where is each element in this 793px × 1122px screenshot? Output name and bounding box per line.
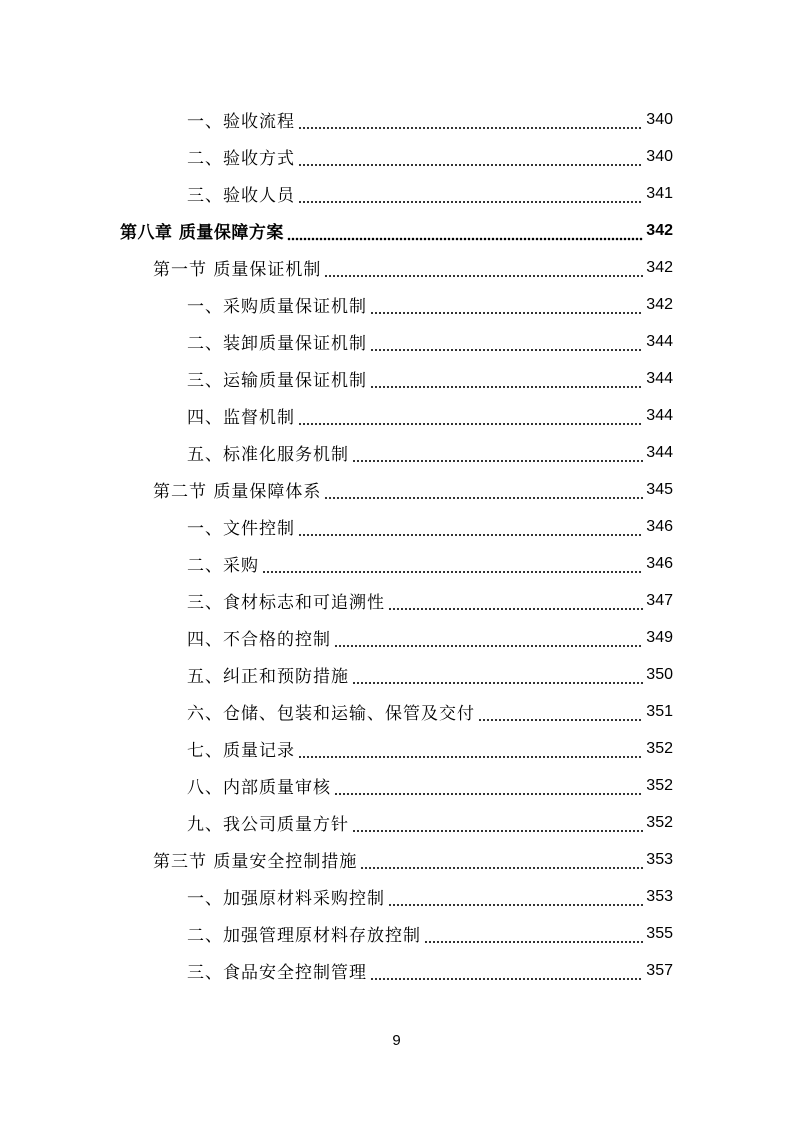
dot-leader — [298, 147, 643, 167]
toc-entry-label: 四、监督机制 — [187, 408, 295, 428]
toc-entry-label: 九、我公司质量方针 — [187, 815, 349, 835]
toc-entry-page: 344 — [646, 369, 673, 387]
toc-entry-page: 349 — [646, 628, 673, 646]
dot-leader — [352, 665, 643, 685]
toc-entry[interactable] — [187, 138, 673, 175]
toc-entry-page: 344 — [646, 332, 673, 350]
toc-chapter-page: 342 — [646, 221, 673, 239]
dot-leader — [334, 628, 643, 648]
toc-section-page: 353 — [646, 850, 673, 868]
toc-entry-page: 347 — [646, 591, 673, 609]
dot-leader — [287, 221, 643, 241]
dot-leader — [370, 961, 643, 981]
dot-leader — [262, 554, 643, 574]
toc-entry-page: 351 — [646, 702, 673, 720]
toc-entry[interactable] — [187, 545, 673, 582]
dot-leader — [324, 480, 643, 500]
toc-entry-label: 一、加强原材料采购控制 — [187, 889, 385, 909]
toc-entry-label: 六、仓储、包装和运输、保管及交付 — [187, 704, 475, 724]
dot-leader — [388, 591, 643, 611]
toc-entry-label: 八、内部质量审核 — [187, 778, 331, 798]
toc-entry-label: 二、采购 — [187, 556, 259, 576]
toc-entry[interactable] — [187, 323, 673, 360]
toc-entry[interactable] — [187, 693, 673, 730]
dot-leader — [298, 184, 643, 204]
dot-leader — [360, 850, 643, 870]
toc-entry[interactable] — [187, 878, 673, 915]
toc-entry-label: 四、不合格的控制 — [187, 630, 331, 650]
toc-entry-page: 346 — [646, 517, 673, 535]
toc-entry-page: 344 — [646, 443, 673, 461]
toc-entry-label: 一、采购质量保证机制 — [187, 297, 367, 317]
toc-section-entry[interactable] — [153, 841, 673, 878]
toc-entry-label: 二、加强管理原材料存放控制 — [187, 926, 421, 946]
toc-entry[interactable] — [187, 360, 673, 397]
toc-entry-label: 三、食材标志和可追溯性 — [187, 593, 385, 613]
toc-entry[interactable] — [187, 804, 673, 841]
toc-section-entry[interactable] — [153, 471, 673, 508]
toc-entry-label: 三、食品安全控制管理 — [187, 963, 367, 983]
toc-entry[interactable] — [187, 730, 673, 767]
toc-entry[interactable] — [187, 767, 673, 804]
dot-leader — [478, 702, 643, 722]
toc-entry-label: 一、文件控制 — [187, 519, 295, 539]
toc-entry-page: 341 — [646, 184, 673, 202]
toc-entry[interactable] — [187, 101, 673, 138]
toc-entry-page: 355 — [646, 924, 673, 942]
toc-entry-label: 三、验收人员 — [187, 186, 295, 206]
toc-entry-page: 344 — [646, 406, 673, 424]
toc-entry-page: 352 — [646, 813, 673, 831]
toc-entry-label: 二、验收方式 — [187, 149, 295, 169]
toc-entry-page: 350 — [646, 665, 673, 683]
toc-section-label: 第三节 质量安全控制措施 — [153, 852, 358, 872]
toc-entry-label: 五、纠正和预防措施 — [187, 667, 349, 687]
dot-leader — [352, 443, 643, 463]
dot-leader — [298, 110, 643, 130]
dot-leader — [388, 887, 643, 907]
dot-leader — [298, 517, 643, 537]
toc-entry-page: 353 — [646, 887, 673, 905]
toc-entry-page: 342 — [646, 295, 673, 313]
toc-entry-page: 346 — [646, 554, 673, 572]
toc-entry-page: 340 — [646, 147, 673, 165]
toc-entry-page: 352 — [646, 739, 673, 757]
toc-entry-page: 357 — [646, 961, 673, 979]
toc-entry[interactable] — [187, 434, 673, 471]
toc-entry-label: 三、运输质量保证机制 — [187, 371, 367, 391]
dot-leader — [298, 739, 643, 759]
dot-leader — [324, 258, 643, 278]
toc-entry-label: 五、标准化服务机制 — [187, 445, 349, 465]
toc-chapter-label: 第八章 质量保障方案 — [120, 223, 284, 243]
toc-entry-page: 352 — [646, 776, 673, 794]
toc-section-page: 345 — [646, 480, 673, 498]
toc-entry[interactable] — [187, 619, 673, 656]
toc-entry-label: 二、装卸质量保证机制 — [187, 334, 367, 354]
dot-leader — [352, 813, 643, 833]
toc-entry[interactable] — [187, 175, 673, 212]
toc-entry[interactable] — [187, 915, 673, 952]
toc-chapter-entry[interactable] — [120, 212, 673, 249]
toc-entry[interactable] — [187, 397, 673, 434]
dot-leader — [298, 406, 643, 426]
toc-entry[interactable] — [187, 952, 673, 989]
toc-entry[interactable] — [187, 656, 673, 693]
toc-entry[interactable] — [187, 286, 673, 323]
dot-leader — [334, 776, 643, 796]
toc-section-label: 第一节 质量保证机制 — [153, 260, 322, 280]
toc-entry[interactable] — [187, 582, 673, 619]
toc-entry-label: 七、质量记录 — [187, 741, 295, 761]
page-number: 9 — [392, 1032, 401, 1049]
dot-leader — [370, 295, 643, 315]
dot-leader — [370, 332, 643, 352]
toc-entry[interactable] — [187, 508, 673, 545]
toc-section-entry[interactable] — [153, 249, 673, 286]
toc-section-label: 第二节 质量保障体系 — [153, 482, 322, 502]
toc-section-page: 342 — [646, 258, 673, 276]
dot-leader — [370, 369, 643, 389]
toc-entry-label: 一、验收流程 — [187, 112, 295, 132]
toc-entry-page: 340 — [646, 110, 673, 128]
dot-leader — [424, 924, 643, 944]
